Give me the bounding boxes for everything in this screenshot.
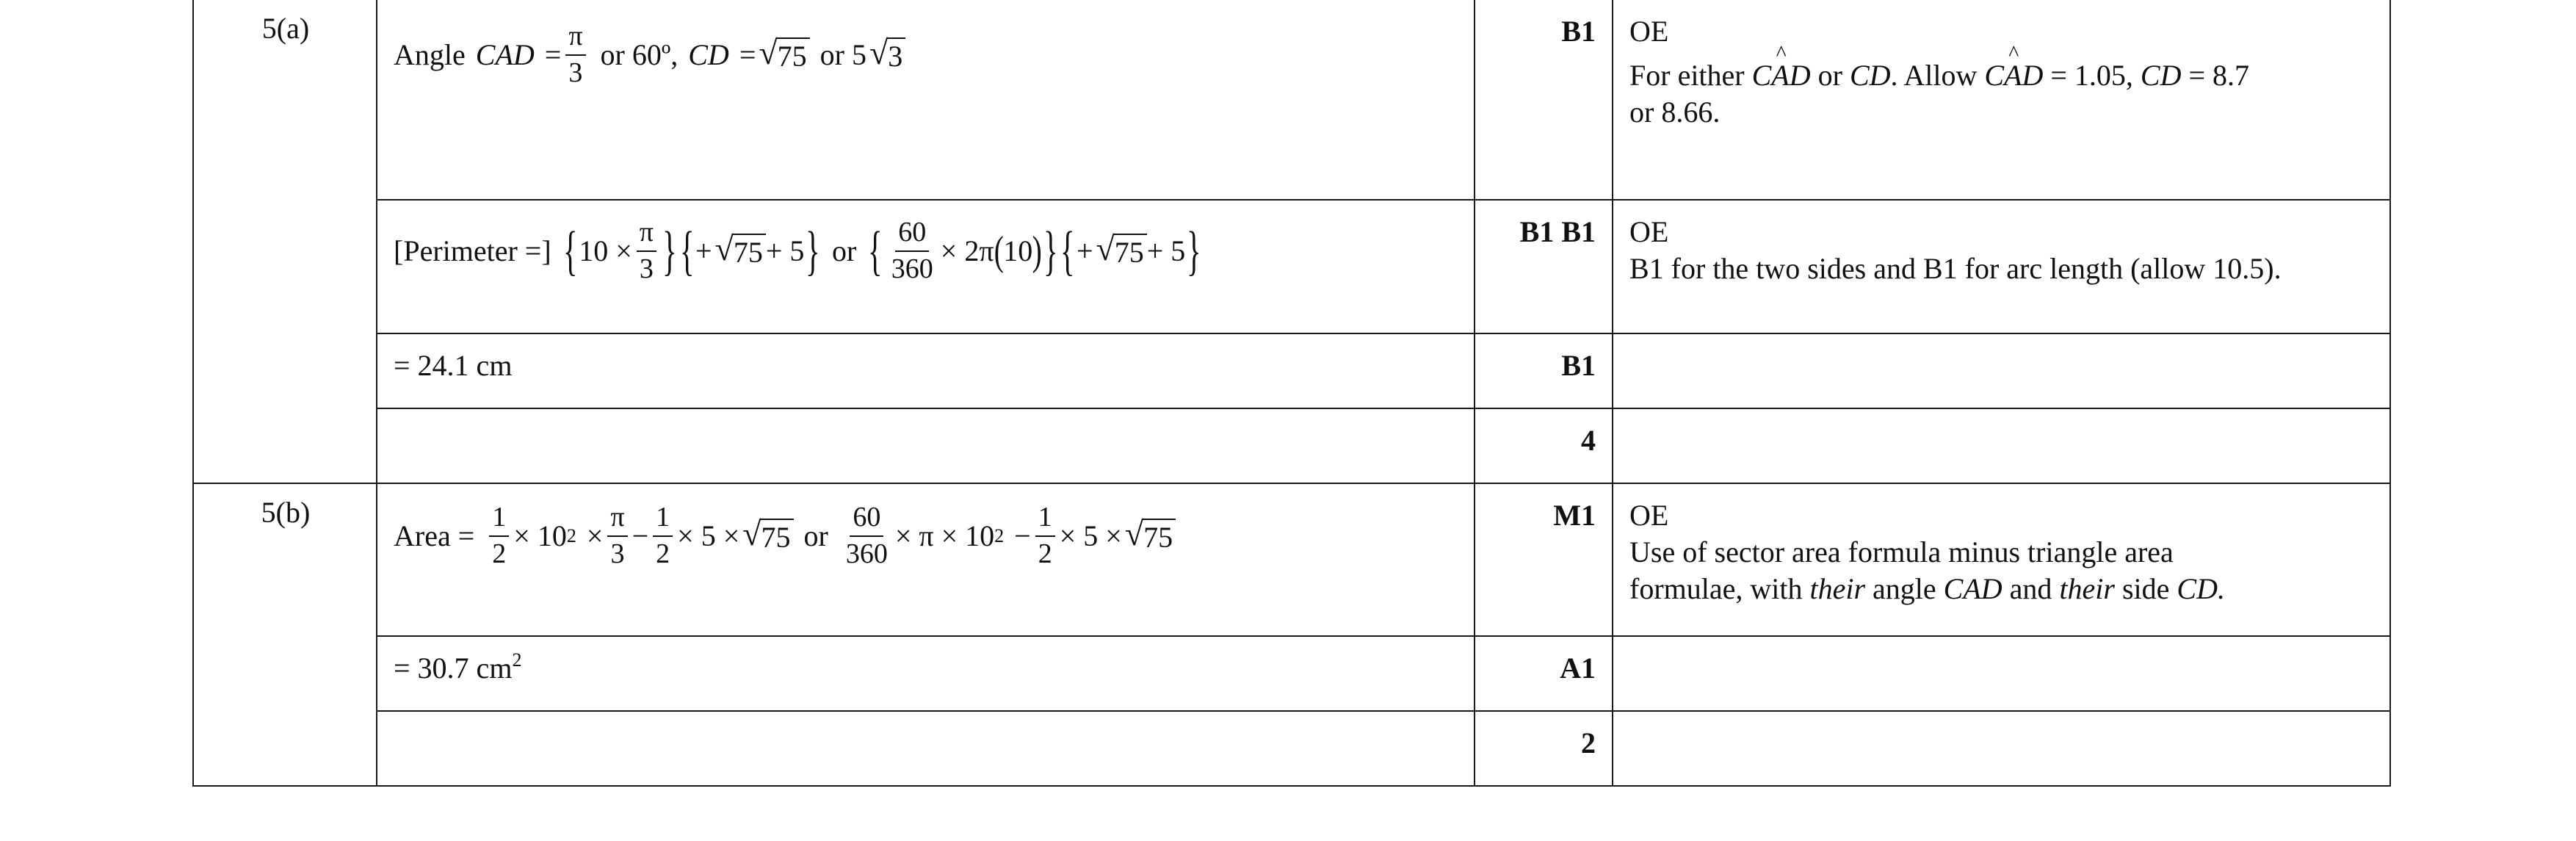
- table-row: [193, 0, 2390, 200]
- guidance-cell: OE For either CAD ^ or CD. Allow CAD ^ = 1.05, CD = 8.7 or 8.66.: [1613, 0, 2390, 200]
- mark-total: 4: [1475, 408, 1613, 483]
- mark-cell: M1: [1475, 483, 1613, 636]
- fraction: $\frac{\pi}{3}$: [637, 217, 656, 285]
- square-root: √ 75: [1096, 234, 1147, 269]
- fraction: $\frac{60}{360}$: [891, 217, 933, 284]
- mark-total: 2: [1475, 711, 1613, 786]
- table-row: [193, 483, 2390, 636]
- square-root: √ 75: [715, 234, 766, 269]
- square-root: √ 3: [869, 37, 905, 73]
- fraction: $\frac{1}{2}$: [1035, 502, 1055, 570]
- square-root: √ 75: [759, 37, 809, 73]
- table-row: [193, 333, 2390, 408]
- answer-cell: [377, 408, 1475, 483]
- square-root: √ 75: [742, 519, 793, 554]
- answer-cell: = 24.1 cm: [377, 333, 1475, 408]
- guidance-cell: OE Use of sector area formula minus triangle area formulae, with their angle CAD and their side CD.: [1613, 483, 2390, 636]
- mark-cell: B1 B1: [1475, 200, 1613, 333]
- mark-cell: A1: [1475, 636, 1613, 711]
- answer-cell: Area = $\frac{1}{2}$ × 10 2 × $\frac{\pi}{3}$ − $\frac{1}{2}$ × 5 × √ 75 or $\frac{60}{360}$ × π × 10 2 − $\frac{1}{2}$ × 5 × √ 75: [377, 483, 1475, 636]
- fraction: $\frac{1}{2}$: [653, 502, 673, 570]
- mark-scheme-table: [192, 0, 2391, 787]
- answer-cell: [Perimeter =] { 10 × $\frac{\pi}{3}$ } { + √ 75 + 5 } or { $\frac{60}{360}$ × 2π ( 10 ) } { + √ 75 + 5 }: [377, 200, 1475, 333]
- table-row: [193, 200, 2390, 333]
- answer-cell: [377, 711, 1475, 786]
- question-number: 5(a): [193, 0, 377, 483]
- answer-cell: Angle CAD = $\frac{\pi}{3}$ or 60º, CD = √ 75 or 5 √ 3: [377, 0, 1475, 200]
- square-root: √ 75: [1125, 519, 1176, 554]
- table-row: [193, 636, 2390, 711]
- table-row: [193, 711, 2390, 786]
- fraction: $\frac{\pi}{3}$: [607, 502, 627, 570]
- mark-cell: B1: [1475, 0, 1613, 200]
- guidance-cell: [1613, 711, 2390, 786]
- guidance-cell: [1613, 636, 2390, 711]
- fraction: $\frac{1}{2}$: [489, 502, 509, 570]
- answer-cell: = 30.7 $cm^2$: [377, 636, 1475, 711]
- guidance-cell: [1613, 333, 2390, 408]
- guidance-cell: OE B1 for the two sides and B1 for arc length (allow 10.5).: [1613, 200, 2390, 333]
- table-row: [193, 408, 2390, 483]
- guidance-cell: [1613, 408, 2390, 483]
- fraction: $\frac{60}{360}$: [845, 502, 888, 569]
- fraction: $\frac{\pi}{3}$: [565, 21, 585, 89]
- mark-cell: B1: [1475, 333, 1613, 408]
- question-number: 5(b): [193, 483, 377, 786]
